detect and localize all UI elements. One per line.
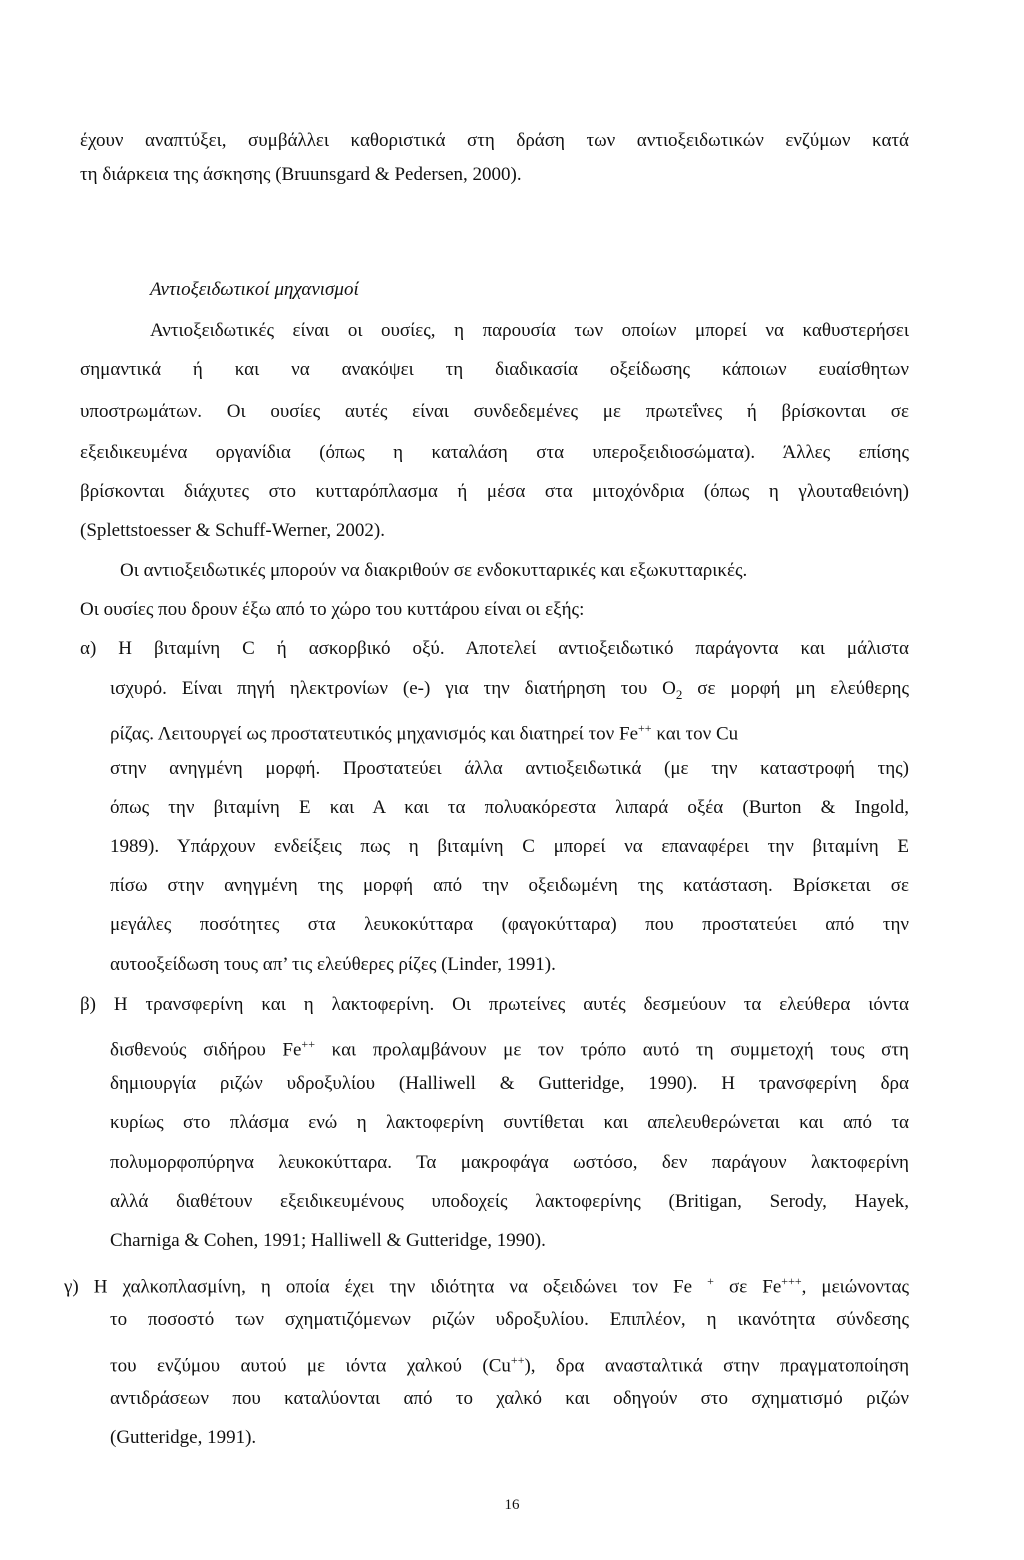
- text-line: (Splettstoesser & Schuff-Werner, 2002).: [80, 520, 385, 541]
- text-line: δισθενούς σιδήρου Fe++ και προλαμβάνουν με τον τρόπο αυτό τη συμμετοχή τους στη: [110, 1037, 909, 1061]
- text-line: υποστρωμάτων. Οι ουσίες αυτές είναι συνδεδεμένες με πρωτεΐνες ή βρίσκονται σε: [80, 401, 909, 422]
- text-line: του ενζύμου αυτού με ιόντα χαλκού (Cu++), δρα ανασταλτικά στην πραγματοποίηση: [110, 1353, 910, 1377]
- list-item-b: β) Η τρανσφερίνη και η λακτοφερίνη. Οι πρωτείνες αυτές δεσμεύουν τα ελεύθερα ιόντα: [80, 994, 909, 1015]
- text-line: Αντιοξειδωτικές είναι οι ουσίες, η παρουσία των οποίων μπορεί να καθυστερήσει: [150, 320, 909, 341]
- text-line: εξειδικευμένα οργανίδια (όπως η καταλάση στα υπεροξειδιοσώματα). Άλλες επίσης: [80, 442, 909, 463]
- text-line: κυρίως στο πλάσμα ενώ η λακτοφερίνη συντίθεται και απελευθερώνεται και από τα: [110, 1112, 909, 1133]
- list-item-c: γ) Η χαλκοπλασμίνη, η οποία έχει την ιδιότητα να οξειδώνει τον Fe + σε Fe+++, μειώνοντας: [64, 1274, 910, 1298]
- text-line: πίσω στην ανηγμένη της μορφή από την οξειδωμένη της κατάσταση. Βρίσκεται σε: [110, 875, 909, 896]
- page-number: 16: [504, 1497, 520, 1513]
- text-line: δημιουργία ριζών υδροξυλίου (Halliwell & Gutteridge, 1990). Η τρανσφερίνη δρα: [110, 1073, 909, 1094]
- text-line: τη διάρκεια της άσκησης (Bruunsgard & Pedersen, 2000).: [80, 164, 522, 185]
- text-line: όπως την βιταμίνη Ε και Α και τα πολυακόρεστα λιπαρά οξέα (Burton & Ingold,: [110, 797, 909, 818]
- text-line: 1989). Υπάρχουν ενδείξεις πως η βιταμίνη C μπορεί να επαναφέρει την βιταμίνη Ε: [110, 836, 909, 857]
- text-line: στην ανηγμένη μορφή. Προστατεύει άλλα αντιοξειδωτικά (με την καταστροφή της): [110, 758, 909, 779]
- text-line: Charniga & Cohen, 1991; Halliwell & Gutteridge, 1990).: [110, 1230, 546, 1251]
- text-line: αυτοοξείδωση τους απ’ τις ελεύθερες ρίζες (Linder, 1991).: [110, 954, 556, 975]
- text-line: το ποσοστό των σχηματιζόμενων ριζών υδροξυλίου. Επιπλέον, η ικανότητα σύνδεσης: [110, 1309, 909, 1330]
- text-line: μεγάλες ποσότητες στα λευκοκύτταρα (φαγοκύτταρα) που προστατεύει από την: [110, 914, 909, 935]
- text-line: ισχυρό. Είναι πηγή ηλεκτρονίων (e-) για την διατήρηση του $O_2$ σε μορφή μη ελεύθερης: [110, 678, 909, 702]
- text-line: Οι αντιοξειδωτικές μπορούν να διακριθούν σε ενδοκυτταρικές και εξωκυτταρικές.: [120, 560, 748, 581]
- text-line: πολυμορφοπύρηνα λευκοκύτταρα. Τα μακροφάγα ωστόσο, δεν παράγουν λακτοφερίνη: [110, 1152, 909, 1173]
- text-line: σημαντικά ή και να ανακόψει τη διαδικασία οξείδωσης κάποιων ευαίσθητων: [80, 359, 909, 380]
- text-line: αντιδράσεων που καταλύονται από το χαλκό και οδηγούν στο σχηματισμό ριζών: [110, 1388, 909, 1409]
- text-line: αλλά διαθέτουν εξειδικευμένους υποδοχείς λακτοφερίνης (Britigan, Serody, Hayek,: [110, 1191, 909, 1212]
- list-item-a: α) Η βιταμίνη C ή ασκορβικό οξύ. Αποτελεί αντιοξειδωτικό παράγοντα και μάλιστα: [80, 638, 909, 659]
- text-line: βρίσκονται διάχυτες στο κυτταρόπλασμα ή μέσα στα μιτοχόνδρια (όπως η γλουταθειόνη): [80, 481, 909, 502]
- text-line: έχουν αναπτύξει, συμβάλλει καθοριστικά στη δράση των αντιοξειδωτικών ενζύμων κατά: [80, 130, 909, 151]
- text-line: ρίζας. Λειτουργεί ως προστατευτικός μηχανισμός και διατηρεί τον Fe++ και τον Cu: [110, 721, 739, 745]
- section-heading: Αντιοξειδωτικοί μηχανισμοί: [150, 279, 359, 300]
- text-line: (Gutteridge, 1991).: [110, 1427, 257, 1448]
- text-line: Οι ουσίες που δρουν έξω από το χώρο του κυττάρου είναι οι εξής:: [80, 599, 585, 620]
